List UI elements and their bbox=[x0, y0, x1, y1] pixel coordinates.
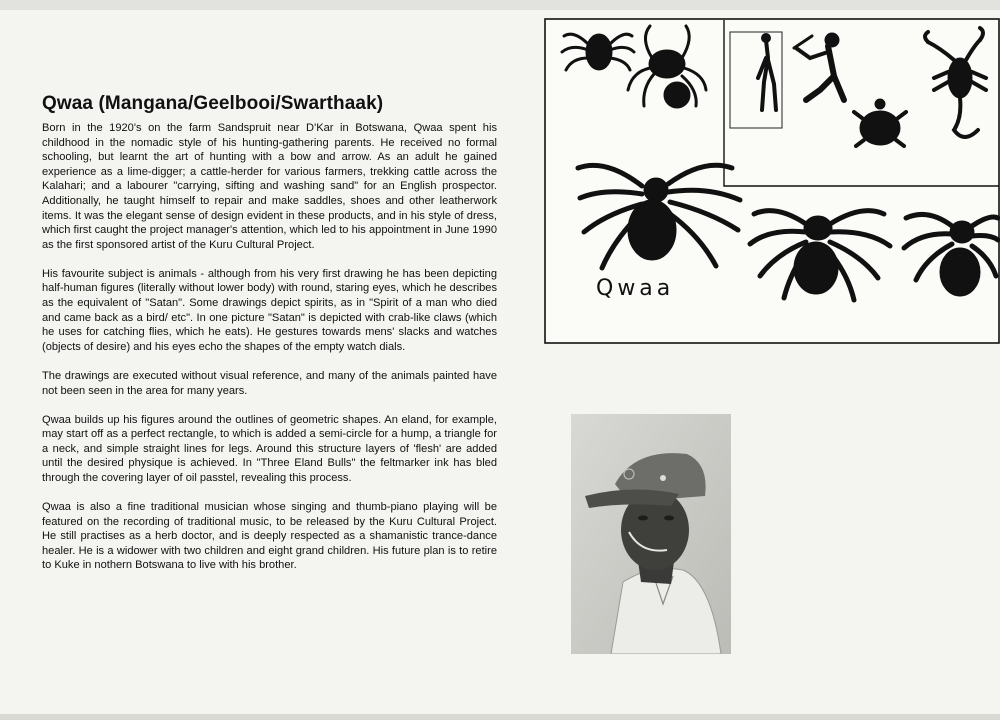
article-text bbox=[42, 93, 497, 588]
artist-portrait-photo bbox=[571, 414, 731, 654]
artist-signature: Qwaa bbox=[596, 276, 675, 301]
page-title: Qwaa (Mangana/Geelbooi/Swarthaak) bbox=[42, 93, 384, 114]
paragraph-technique: Qwaa builds up his figures around the outlines of geometric shapes. An eland, for example, may start off as a perfect rectangle, to which is added a semi-circle for a hump, a triangle for a neck, and simple straight lines for legs. Around this structure layers of 'flesh' are added until the desired physique is achieved. In "Three Eland Bulls" the feltmarker ink has bled through the covering layer of oil passtel, revealing this process. bbox=[42, 413, 497, 484]
paragraph-biography: Born in the 1920's on the farm Sandspruit near D'Kar in Botswana, Qwaa spent his childhood in the nomadic style of his hunting-gathering parents. He received no formal schooling, but learnt the art of hunting with a bow and arrow. As an adult he gained experience as a lime-digger; a cattle-herder for various farmers, trekking cattle across the Kalahari; and a labourer "carrying, sifting and washing sand" for an English prospector. Additionally, he taught himself to repair and make saddles, shoes and other leatherwork items. It was the elegant sense of design evident in these products, and in his style of dress, which first caught the project manager's attention, which led to his appointment in June 1990 as the first sponsored artist of the Kuru Cultural Project. bbox=[42, 122, 497, 251]
paragraph-musician: Qwaa is also a fine traditional musician whose singing and thumb-piano playing will be featured on the recording of traditional music, to be released by the Kuru Cultural Project. He still practises as a herb doctor, and is deeply respected as a shamanistic trance-dance healer. He is a widower with two children and eight grand children. His future plan is to retire to Kuke in nothern Botswana to live with his brother. bbox=[42, 501, 497, 572]
paragraph-subjects: His favourite subject is animals - although from his very first drawing he has been depicting half-human figures (literally without lower body) with round, staring eyes, which he describes as the equivalent of "Satan". Some drawings depict spirits, as in "Spirit of a man who died and came back as a bird/ etc". In one picture "Satan" is depicted with crab-like claws (which he uses for catching flies, which he eats). He gestures towards mens' slacks and watches (objects of desire) and his eyes echo the shapes of the empty watch dials. bbox=[42, 267, 497, 353]
paragraph-visual-reference: The drawings are executed without visual reference, and many of the animals painted have not been seen in the area for many years. bbox=[42, 369, 497, 397]
